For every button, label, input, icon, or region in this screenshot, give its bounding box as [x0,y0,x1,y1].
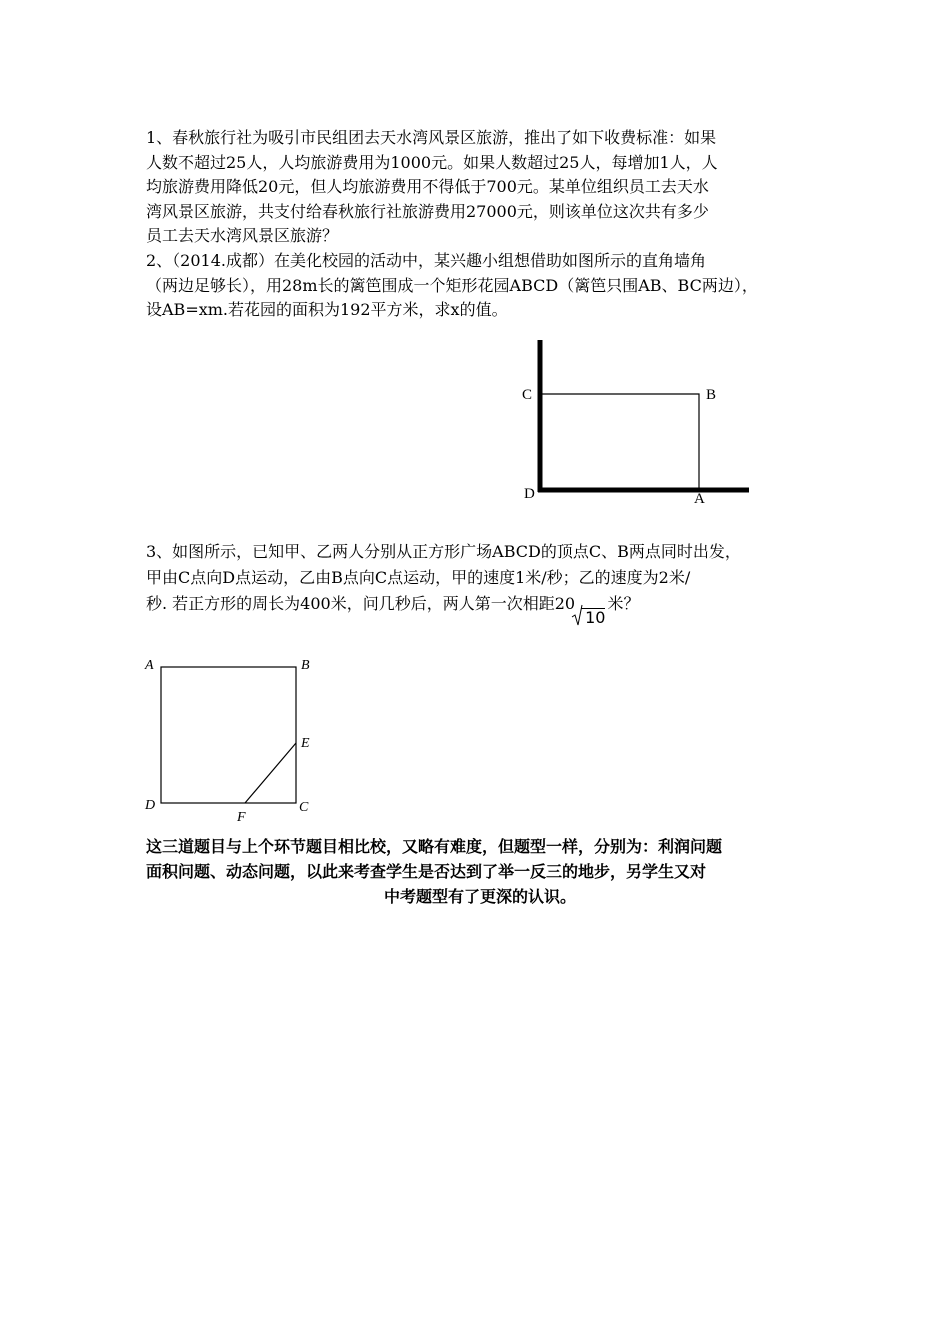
question-3-text: 秒. 若正方形的周长为400米，问几秒后，两人第一次相距20 [146,594,576,613]
question-1-line: 1、春秋旅行社为吸引市民组团去天水湾风景区旅游，推出了如下收费标准：如果 [146,128,717,147]
question-3 [146,539,818,631]
wall-corner-figure [510,336,760,516]
label-d: D [524,486,535,502]
fence-abc [540,394,699,490]
segment-ef [245,743,296,803]
question-2-line: 设AB=xm.若花园的面积为192平方米，求x的值。 [146,300,508,319]
question-1-line: 均旅游费用降低20元，但人均旅游费用不得低于700元。某单位组织员工去天水 [146,177,709,196]
question-1 [146,126,818,249]
label-c: C [299,800,309,815]
square-root-expression [581,605,605,631]
radical-sign-icon [571,603,583,627]
label-c: C [522,387,533,403]
label-d: D [145,798,156,813]
summary-note [146,834,814,909]
radicand: 10 [581,608,605,627]
question-1-line: 员工去天水湾风景区旅游？ [146,226,339,245]
question-1-line: 人数不超过25人，人均旅游费用为1000元。如果人数超过25人，每增加1人，人 [146,152,718,172]
question-2 [146,249,818,323]
question-3-line: 甲由C点向D点运动，乙由B点向C点运动，甲的速度1米/秒；乙的速度为2米/ [146,568,691,587]
question-3-line: 3、如图所示，已知甲、乙两人分别从正方形广场ABCD的顶点C、B两点同时出发， [146,542,741,561]
label-b: B [301,658,310,673]
label-e: E [301,736,310,751]
square-figure [140,652,330,827]
label-b: B [706,387,717,403]
question-3-unit: 米？ [607,594,640,613]
summary-note-line: 面积问题、动态问题，以此来考查学生是否达到了举一反三的地步，另学生又对 [146,862,707,881]
question-2-line: （两边足够长），用28m长的篱笆围成一个矩形花园ABCD（篱笆只围AB、BC两边）， [146,275,758,295]
question-3-last-line [146,591,818,631]
label-a: A [145,658,154,673]
question-1-line: 湾风景区旅游，共支付给春秋旅行社旅游费用27000元，则该单位这次共有多少 [146,201,709,221]
question-2-line: 2、（2014.成都）在美化校园的活动中，某兴趣小组想借助如图所示的直角墙角 [146,251,706,270]
label-f: F [237,810,246,825]
square-abcd [161,667,296,803]
label-a: A [694,491,705,507]
summary-note-line: 这三道题目与上个环节题目相比校，又略有难度，但题型一样，分别为：利润问题 [146,837,723,856]
summary-note-line: 中考题型有了更深的认识。 [383,887,576,906]
